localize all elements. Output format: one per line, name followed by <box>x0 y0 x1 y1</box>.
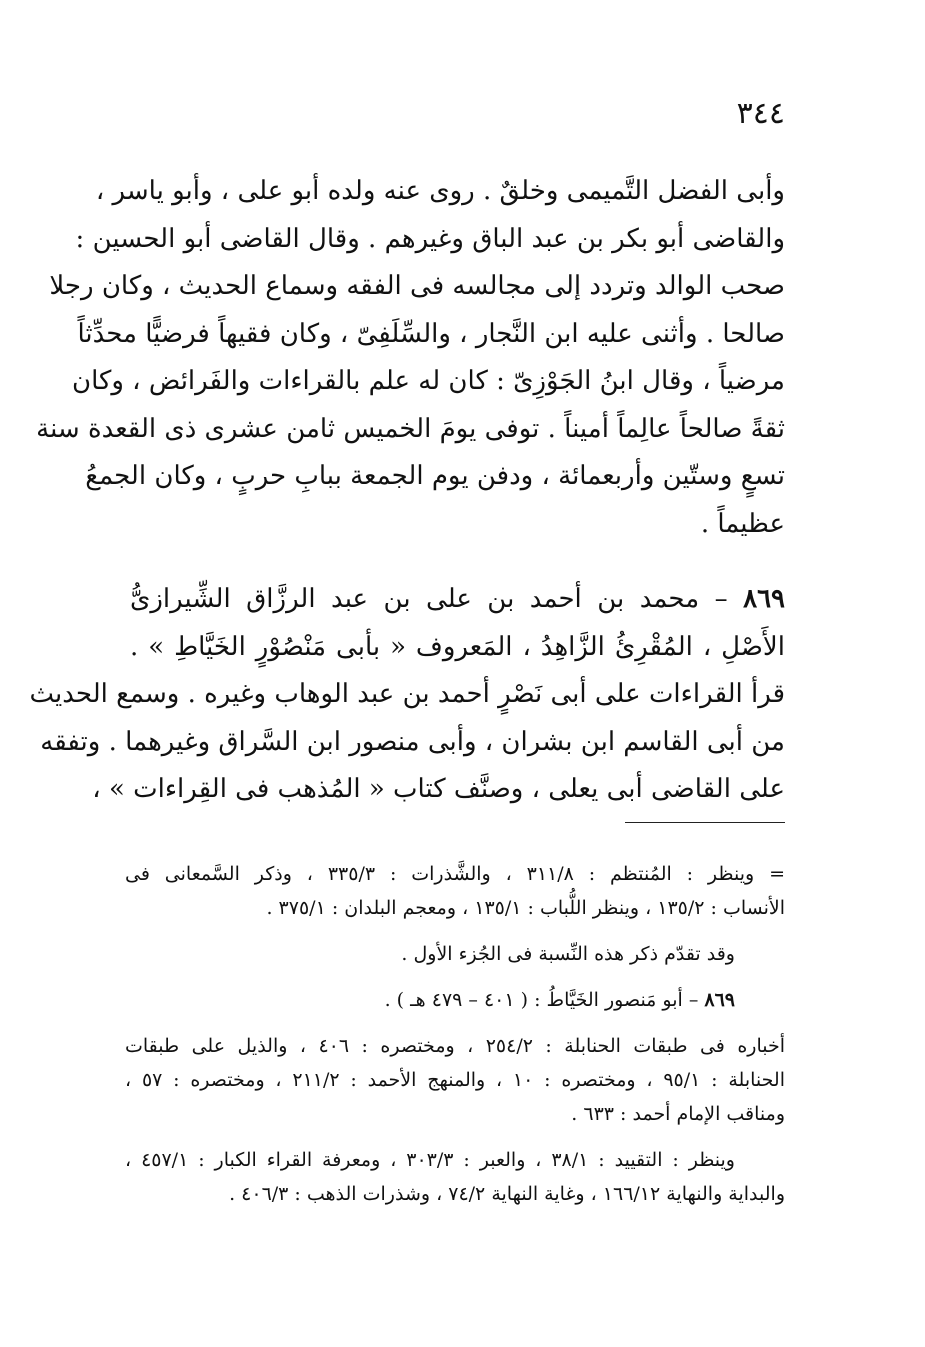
text-line: قرأ القراءات على أبى نَصْرٍ أحمد بن عبد الوهاب وغيره . وسمع الحديث <box>29 679 785 709</box>
paragraph-continuation <box>36 168 785 548</box>
footnote-heading-line <box>125 983 785 1017</box>
text-line: مرضياً ، وقال ابنُ الجَوْزِىّ : كان له علم بالقراءات والفَرائض ، وكان <box>71 366 785 396</box>
text-line: صحب الوالد وتردد إلى مجالسه فى الفقه وسماع الحديث ، وكان رجلا <box>49 271 785 301</box>
text-line: والقاضى أبو بكر بن عبد الباق وغيرهم . وقال القاضى أبو الحسين : <box>75 223 785 254</box>
footnote-block <box>125 983 785 1017</box>
text-line: وأبى الفضل التَّميمى وخلقٌ . روى عنه ولده أبو على ، وأبو ياسر ، <box>95 176 785 206</box>
footnote-separator <box>625 822 785 823</box>
footnote-line: الأنساب : ١٣٥/٢ ، وينظر اللُّباب : ١٣٥/١ ، ومعجم البلدان : ٣٧٥/١ . <box>266 897 785 919</box>
footnote-block <box>125 857 785 925</box>
footnote-line: = وينظر : المُنتظم : ٣١١/٨ ، والشَّذرات : ٣٣٥/٣ ، وذكر السَّمعانى فى <box>125 863 785 885</box>
entry-number: ٨٦٩ <box>743 584 786 614</box>
text-line: على القاضى أبى يعلى ، وصنَّف كتاب « المُذهب فى القِراءات » ، <box>92 774 785 804</box>
entry-name: محمد بن أحمد بن على بن عبد الرزَّاق الشِّيرازىُّ <box>130 584 700 614</box>
text-line: صالحا . وأثنى عليه ابن النَّجار ، والسِّلَفِىّ ، وكان فقيهاً فرضيًّا محدِّثاً <box>77 318 785 349</box>
footnote-block <box>125 1143 785 1211</box>
footnote-line: الحنابلة : ٩٥/١ ، ومختصره : ١٠ ، والمنهج الأحمد : ٢١١/٢ ، ومختصره : ٥٧ ، <box>125 1069 785 1091</box>
text-line: من أبى القاسم ابن بشران ، وأبى منصور ابن السَّراق وغيرهما . وتفقه <box>40 726 785 757</box>
text-line: الأَصْلِ ، المُقْرِئُ الزَّاهِدُ ، المَعروف « بأبى مَنْصُوْرٍ الخَيَّاطِ » . <box>130 631 785 662</box>
biography-entry <box>29 576 786 814</box>
text-line: ثقةً صالحاً عالِماً أميناً . توفى يومَ الخميس ثامن عشرى ذى القعدة سنة <box>36 413 785 444</box>
entry-heading-line <box>130 576 785 624</box>
footnote-line: والبداية والنهاية ١٦٦/١٢ ، وغاية النهاية ٧٤/٢ ، وشذرات الذهب : ٤٠٦/٣ . <box>229 1183 785 1205</box>
footnote-line: وينظر : التقييد : ٣٨/١ ، والعبر : ٣٠٣/٣ ، ومعرفة القراء الكبار : ٤٥٧/١ ، <box>125 1149 735 1171</box>
footnote-line: أخباره فى طبقات الحنابلة : ٢٥٤/٢ ، ومختصره : ٤٠٦ ، والذيل على طبقات <box>125 1035 785 1057</box>
text-line: تسعٍ وستّين وأربعمائة ، ودفن يوم الجمعة ببابِ حربٍ ، وكان الجمعُ <box>85 461 785 491</box>
footnote-number: ٨٦٩ <box>704 989 735 1011</box>
footnotes <box>125 857 785 1223</box>
footnote-line: وقد تقدّم ذكر هذه النِّسبة فى الجُزء الأول . <box>401 943 735 965</box>
page-number: ٣٤٤ <box>736 96 785 131</box>
footnote-block <box>125 1029 785 1131</box>
main-text <box>29 168 786 814</box>
footnote-block <box>125 937 785 971</box>
footnote-line: ومناقب الإمام أحمد : ٦٣٣ . <box>571 1103 785 1125</box>
entry-dash: – <box>714 584 728 614</box>
footnote-heading-text: – أبو مَنصور الخَيَّاطُ : ( ٤٠١ – ٤٧٩ هـ ) . <box>384 989 699 1011</box>
text-line: عظيماً . <box>700 508 785 539</box>
